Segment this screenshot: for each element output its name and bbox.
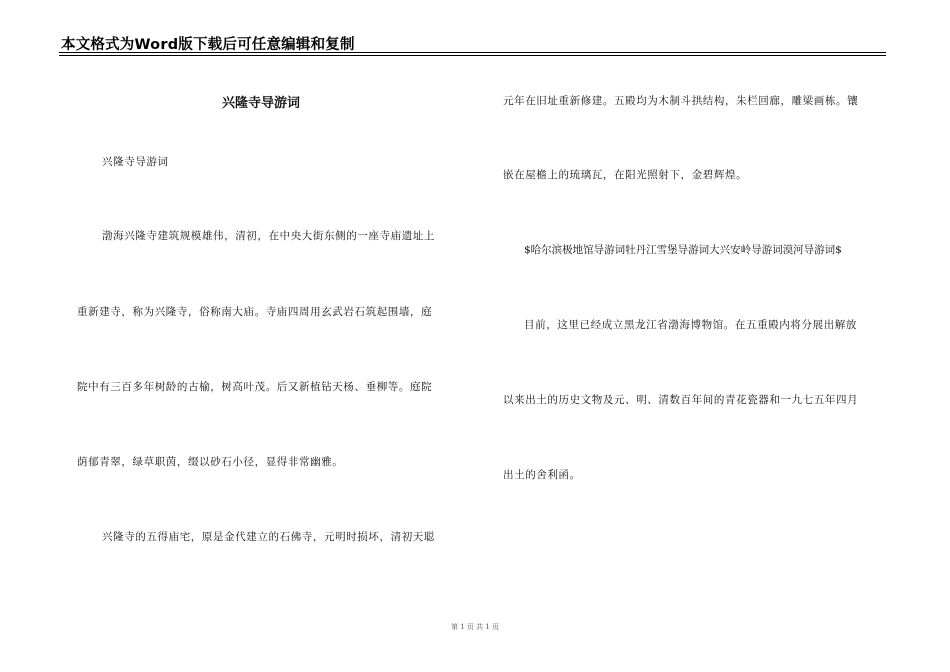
header-rule-bottom <box>59 55 886 56</box>
paragraph-line: 元年在旧址重新修建。五殿均为木制斗拱结构，朱栏回廊，雕梁画栋。镶 <box>503 95 859 107</box>
paragraph-line: $哈尔滨极地馆导游词牡丹江雪堡导游词大兴安岭导游词漠河导游词$ <box>524 244 842 256</box>
paragraph-line: 出土的舍利函。 <box>503 469 581 481</box>
document-title: 兴隆寺导游词 <box>221 96 300 111</box>
paragraph-line: 兴隆寺导游词 <box>102 156 169 168</box>
page-number: 第 1 页 共 1 页 <box>450 623 500 631</box>
paragraph-line: 院中有三百多年树龄的古榆，树高叶茂。后又新植钻天杨、垂柳等。庭院 <box>77 381 433 393</box>
header-rule-top <box>59 52 886 53</box>
paragraph-line: 荫郁青翠，绿草职茵，缀以砂石小径，显得非常幽雅。 <box>77 456 344 468</box>
paragraph-line: 兴隆寺的五得庙宅，原是金代建立的石佛寺，元明时损坏，清初天聪 <box>102 531 435 543</box>
paragraph-line: 嵌在屋檐上的琉璃瓦，在阳光照射下，金碧辉煌。 <box>503 169 748 181</box>
header-banner: 本文格式为Word版下载后可任意编辑和复制 <box>61 37 355 53</box>
paragraph-line: 渤海兴隆寺建筑规模雄伟，清初，在中央大街东侧的一座寺庙遗址上 <box>102 230 435 242</box>
paragraph-line: 目前，这里已经成立黑龙江省渤海博物馆。在五重殿内将分展出解放 <box>524 319 857 331</box>
paragraph-line: 重新建寺，称为兴隆寺，俗称南大庙。寺庙四周用玄武岩石筑起围墙，庭 <box>77 306 433 318</box>
paragraph-line: 以来出土的历史文物及元、明、清数百年间的青花瓷器和一九七五年四月 <box>503 394 859 406</box>
